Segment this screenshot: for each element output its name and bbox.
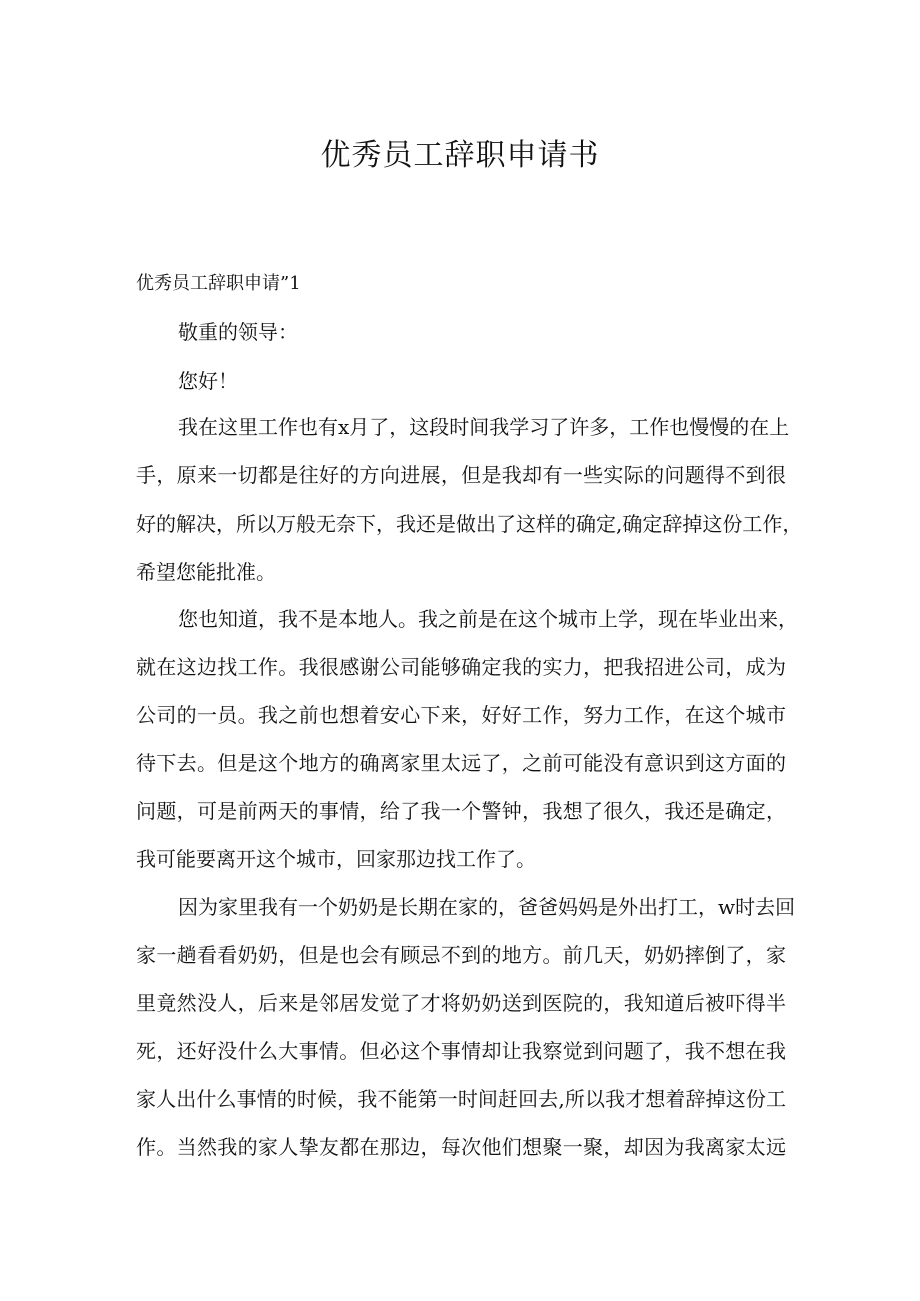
- paragraph-1-line-1: 我在这里工作也有x月了，这段时间我学习了许多，工作也慢慢的在上: [178, 415, 790, 439]
- paragraph-2-line-6: 我可能要离开这个城市，回家那边找工作了。: [136, 847, 536, 871]
- salutation: 敬重的领导：: [178, 320, 298, 344]
- paragraph-2-line-3: 公司的一员。我之前也想着安心下来，好好工作，努力工作，在这个城市: [136, 703, 786, 727]
- paragraph-3-line-3: 里竟然没人，后来是邻居发觉了才将奶奶送到医院的，我知道后被吓得半: [136, 991, 786, 1015]
- paragraph-2-line-2: 就在这边找工作。我很感谢公司能够确定我的实力，把我招进公司，成为: [136, 655, 786, 679]
- paragraph-3-line-4: 死，还好没什么大事情。但必这个事情却让我察觉到问题了，我不想在我: [136, 1039, 786, 1063]
- document-title: 优秀员工辞职申请书: [320, 138, 600, 173]
- paragraph-3-line-2: 家一趟看看奶奶，但是也会有顾忌不到的地方。前几天，奶奶摔倒了，家: [136, 943, 786, 967]
- paragraph-2-line-5: 问题，可是前两天的事情，给了我一个警钟，我想了很久，我还是确定，: [136, 799, 786, 823]
- greeting: 您好！: [178, 369, 238, 393]
- paragraph-3-line-6: 作。当然我的家人挚友都在那边，每次他们想聚一聚，却因为我离家太远: [136, 1135, 786, 1159]
- paragraph-1-line-2: 手，原来一切都是往好的方向进展，但是我却有一些实际的问题得不到很: [136, 463, 786, 487]
- paragraph-1-line-3: 好的解决，所以万般无奈下，我还是做出了这样的确定,确定辞掉这份工作，: [136, 512, 803, 536]
- paragraph-1-line-4: 希望您能批准。: [136, 560, 276, 584]
- paragraph-2-line-1: 您也知道，我不是本地人。我之前是在这个城市上学，现在毕业出来，: [178, 607, 798, 631]
- paragraph-3-line-5: 家人出什么事情的时候，我不能第一时间赶回去,所以我才想着辞掉这份工: [136, 1087, 786, 1111]
- document-subtitle: 优秀员工辞职申请”1: [136, 273, 301, 294]
- paragraph-2-line-4: 待下去。但是这个地方的确离家里太远了，之前可能没有意识到这方面的: [136, 751, 786, 775]
- paragraph-3-line-1: 因为家里我有一个奶奶是长期在家的，爸爸妈妈是外出打工，w时去回: [178, 895, 796, 919]
